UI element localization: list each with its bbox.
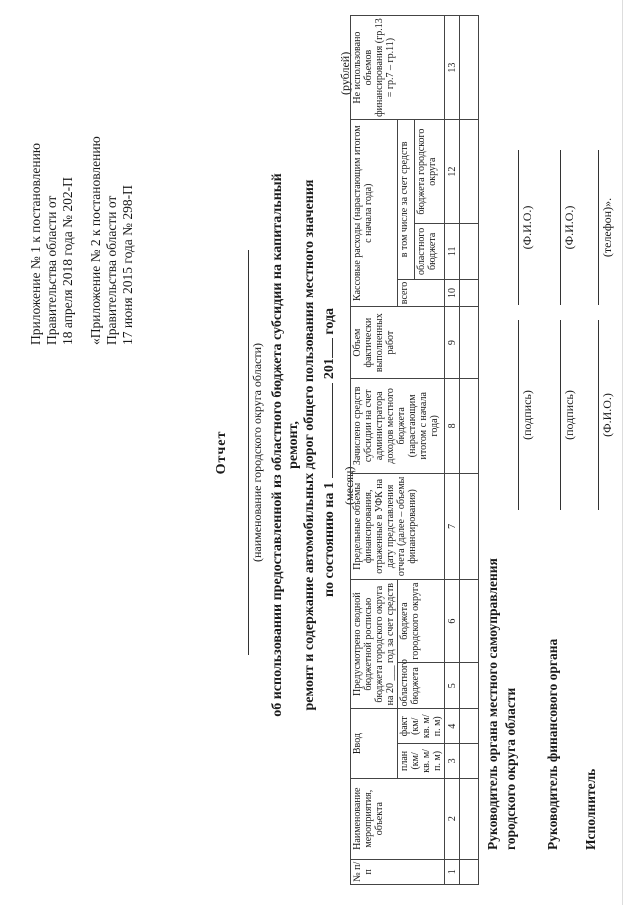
head-signatory-label (485, 558, 501, 850)
date-year: 201 (322, 358, 337, 380)
executor-phone-line (598, 150, 599, 305)
header-unused: Не использовано объемов финансирования (гр.13 = гр.7 – гр.11) (351, 16, 445, 120)
executor-phone-caption: (телефон)». (600, 197, 614, 258)
col-number: 9 (445, 307, 460, 379)
document-title: Отчет (214, 430, 229, 475)
appendix-2-line-3: 17 июня 2015 года № 298-П (120, 185, 135, 345)
table-cell (460, 579, 479, 662)
col-number: 5 (445, 663, 460, 709)
municipality-caption: (наименование городского округа области) (250, 342, 264, 563)
table-cell (460, 120, 479, 224)
scan-edge (622, 0, 640, 905)
header-plan: план (км/ кв. м/ п. м) (398, 744, 445, 779)
table-cell (460, 778, 479, 859)
finance-sign-caption: (подпись) (562, 390, 576, 440)
col-number: 13 (445, 16, 460, 120)
col-number: 12 (445, 120, 460, 224)
appendix-1-line-1: Приложение № 1 к постановлению (28, 143, 43, 345)
table-cell (460, 378, 479, 473)
col-number: 8 (445, 378, 460, 473)
executor-name-caption: (Ф.И.О.) (600, 393, 614, 437)
date-prefix: по состоянию на 1 (322, 482, 337, 598)
table-cell (460, 279, 479, 307)
header-no: № п/п (351, 859, 445, 884)
table-cell (460, 663, 479, 709)
heading-line-1: об использовании предоставленной из областного бюджета субсидии на капитальный ремонт, (270, 173, 301, 717)
col-number: 10 (445, 279, 460, 307)
header-budget: Предусмотрено сводной бюджетной росписью бюджета городского округа на 20 ___ год за счет средств (351, 579, 398, 708)
report-table (350, 15, 479, 885)
table-cell (460, 224, 479, 279)
appendix-block (28, 15, 148, 345)
heading-line-2: ремонт и содержание автомобильных дорог общего пользования местного значения (302, 179, 317, 711)
report-heading (270, 165, 318, 725)
header-input: Ввод (351, 709, 398, 778)
appendix-1-line-3: 18 апреля 2018 года № 202-П (60, 177, 75, 345)
head-line-1: Руководитель органа местного самоуправления (485, 558, 500, 850)
header-budget-regional: областного бюджета (398, 663, 445, 709)
report-date-line (322, 0, 338, 905)
month-blank (332, 383, 333, 478)
table-cell (460, 307, 479, 379)
header-cash-city: бюджета городского округа (414, 120, 444, 224)
header-budget-city: бюджета городского округа (398, 579, 445, 662)
table-cell (460, 744, 479, 779)
table-cell (460, 473, 479, 579)
head-name-line (518, 150, 519, 305)
date-suffix: года (322, 307, 337, 335)
table-row (460, 16, 479, 885)
head-sign-caption: (подпись) (520, 390, 534, 440)
header-cash-regional: областного бюджета (414, 224, 444, 279)
executor-name-line (598, 320, 599, 510)
header-cash: Кассовые расходы (нарастающим итогом с начала года) (351, 120, 398, 307)
executor-label: Исполнитель (583, 768, 598, 850)
appendix-1-line-2: Правительства области от (44, 195, 59, 345)
finance-name-line (560, 150, 561, 305)
head-signatory-label-2: городского округа области (503, 687, 518, 850)
header-fact: факт (км/ кв. м/ п. м) (398, 709, 445, 744)
col-number: 3 (445, 744, 460, 779)
header-works: Объем фактически выполненных работ (351, 307, 445, 379)
header-cash-including: в том числе за счет средств (398, 120, 415, 279)
month-caption: (месяц) (342, 466, 356, 505)
col-number: 6 (445, 579, 460, 662)
head-sign-line (518, 320, 519, 510)
table-cell (460, 709, 479, 744)
units-label: (рублей) (338, 51, 352, 95)
appendix-2-line-2: Правительства области от (104, 195, 119, 345)
head-name-caption: (Ф.И.О.) (520, 205, 534, 250)
col-number: 11 (445, 224, 460, 279)
header-cash-total: всего (398, 279, 445, 307)
finance-sign-line (560, 320, 561, 510)
col-number: 4 (445, 709, 460, 744)
municipality-line (248, 250, 249, 655)
appendix-2-line-1: «Приложение № 2 к постановлению (88, 136, 103, 345)
col-number: 1 (445, 859, 460, 884)
year-blank (332, 338, 333, 358)
finance-signatory-label: Руководитель финансового органа (545, 638, 560, 850)
table-cell (460, 859, 479, 884)
header-transferred: Зачислено средств субсидии на счет администратора доходов местного бюджета (нарастающим итогом с начала года) (351, 378, 445, 473)
col-number: 7 (445, 473, 460, 579)
header-name: Наименование мероприятия, объекта (351, 778, 445, 859)
finance-name-caption: (Ф.И.О.) (562, 205, 576, 250)
col-number: 2 (445, 778, 460, 859)
table-cell (460, 16, 479, 120)
header-limits: Предельные объемы финансирования, отраженные в УФК на дату представления отчета (далее – объемы финансирования) (351, 473, 445, 579)
